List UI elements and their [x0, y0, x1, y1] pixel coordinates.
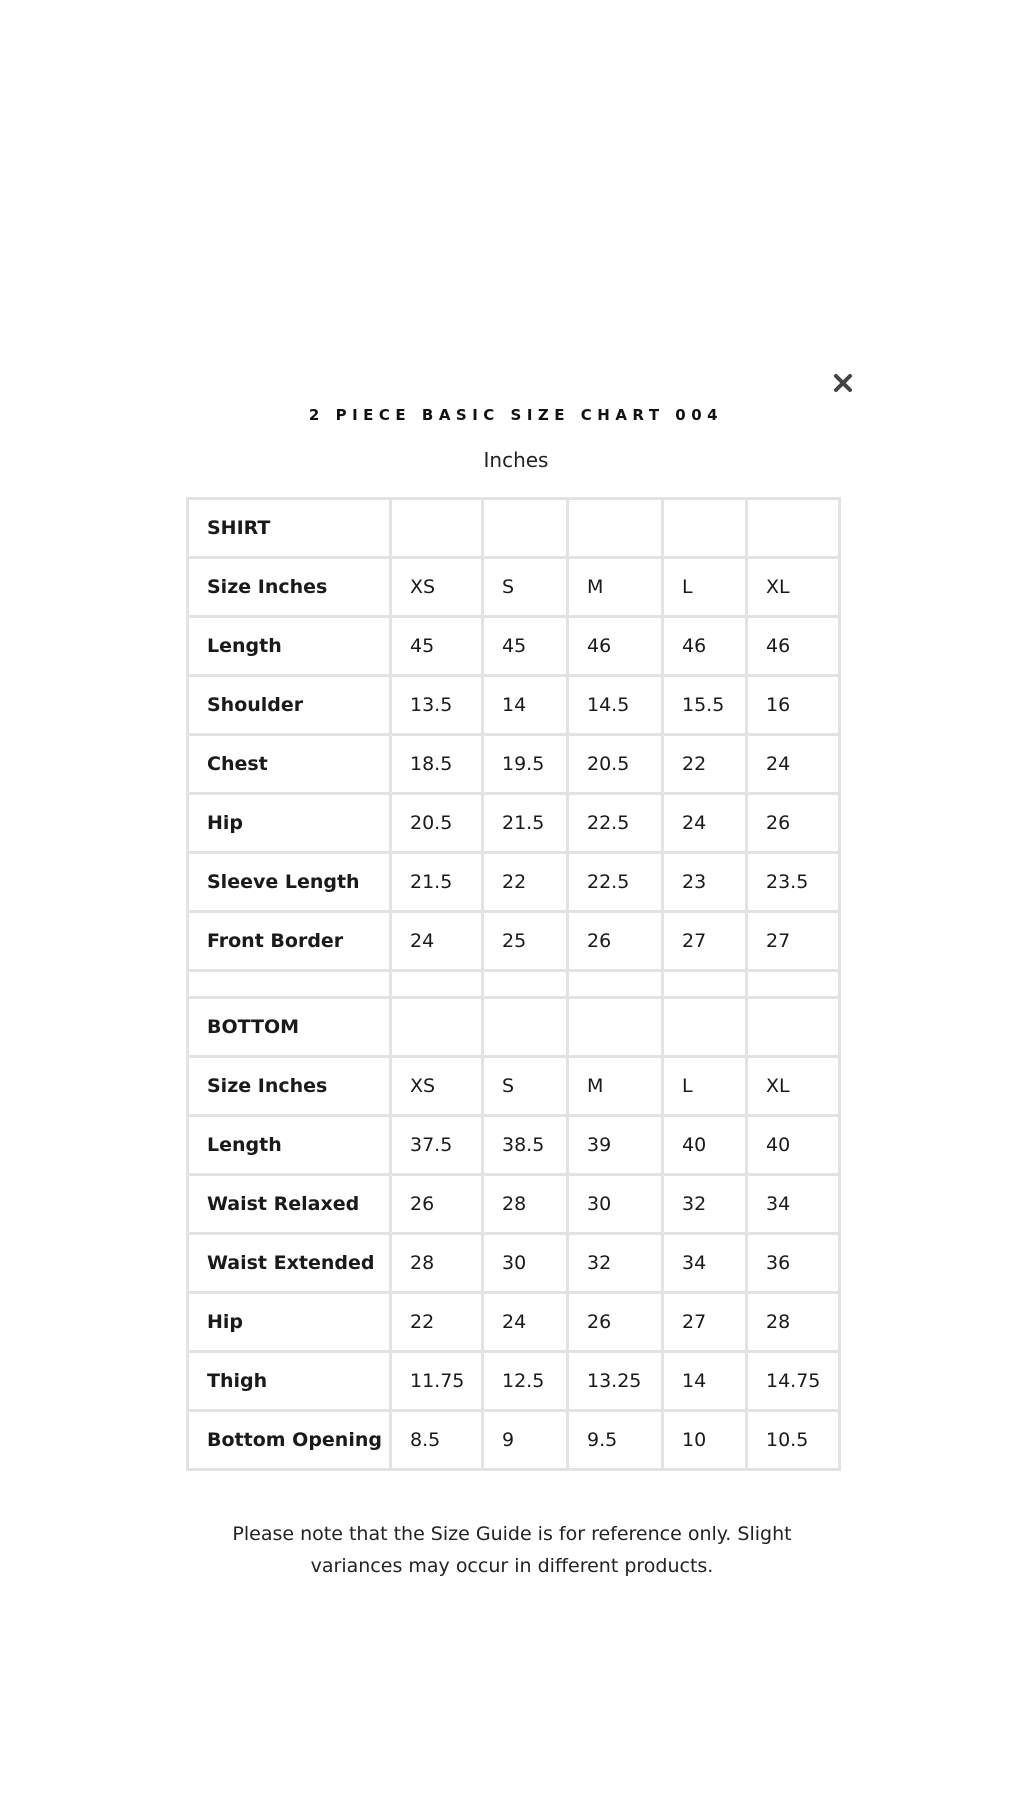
table-cell: 20.5	[391, 794, 483, 853]
table-cell: 46	[747, 617, 840, 676]
table-cell	[747, 499, 840, 558]
size-table	[186, 497, 841, 1471]
row-label: Bottom Opening	[188, 1411, 391, 1470]
table-cell: 20.5	[568, 735, 663, 794]
table-cell: 15.5	[663, 676, 747, 735]
section-header-row	[188, 499, 840, 558]
table-cell	[391, 971, 483, 998]
table-cell: 28	[391, 1234, 483, 1293]
table-cell: XL	[747, 558, 840, 617]
table-cell: 32	[663, 1175, 747, 1234]
table-cell	[391, 499, 483, 558]
row-label: Size Inches	[188, 558, 391, 617]
table-cell: 27	[747, 912, 840, 971]
row-label: Waist Relaxed	[188, 1175, 391, 1234]
table-cell: L	[663, 1057, 747, 1116]
table-row	[188, 1293, 840, 1352]
row-label: Hip	[188, 1293, 391, 1352]
table-row	[188, 853, 840, 912]
table-cell: 22	[391, 1293, 483, 1352]
table-cell: 22.5	[568, 794, 663, 853]
table-cell: 22	[483, 853, 568, 912]
table-cell: 13.5	[391, 676, 483, 735]
table-cell: 45	[483, 617, 568, 676]
section-header-row	[188, 998, 840, 1057]
table-cell: 22	[663, 735, 747, 794]
row-label: Length	[188, 617, 391, 676]
table-cell: 21.5	[391, 853, 483, 912]
table-cell: 24	[663, 794, 747, 853]
table-cell: 37.5	[391, 1116, 483, 1175]
table-row	[188, 1411, 840, 1470]
section-title: SHIRT	[188, 499, 391, 558]
table-cell	[663, 998, 747, 1057]
table-cell	[391, 998, 483, 1057]
table-cell: 9.5	[568, 1411, 663, 1470]
table-cell: 28	[747, 1293, 840, 1352]
table-cell: 34	[663, 1234, 747, 1293]
table-cell: 9	[483, 1411, 568, 1470]
table-cell	[568, 998, 663, 1057]
table-cell: 10.5	[747, 1411, 840, 1470]
size-table-wrapper	[186, 497, 841, 1471]
table-cell: 10	[663, 1411, 747, 1470]
table-cell: 26	[747, 794, 840, 853]
table-row	[188, 1234, 840, 1293]
table-row	[188, 617, 840, 676]
row-label: Waist Extended	[188, 1234, 391, 1293]
table-cell	[483, 998, 568, 1057]
table-cell: 18.5	[391, 735, 483, 794]
table-cell	[568, 499, 663, 558]
table-cell: 24	[747, 735, 840, 794]
table-row	[188, 1057, 840, 1116]
table-cell: 12.5	[483, 1352, 568, 1411]
table-cell: 22.5	[568, 853, 663, 912]
table-cell: 8.5	[391, 1411, 483, 1470]
row-label: Thigh	[188, 1352, 391, 1411]
table-cell: 21.5	[483, 794, 568, 853]
table-row	[188, 558, 840, 617]
table-cell: 45	[391, 617, 483, 676]
table-cell	[747, 971, 840, 998]
table-cell: L	[663, 558, 747, 617]
table-cell: 27	[663, 912, 747, 971]
table-row	[188, 912, 840, 971]
size-guide-note: Please note that the Size Guide is for reference only. Slight variances may occur in different products.	[232, 1523, 792, 1577]
table-cell: 27	[663, 1293, 747, 1352]
table-cell: S	[483, 1057, 568, 1116]
row-label: Size Inches	[188, 1057, 391, 1116]
table-cell: 13.25	[568, 1352, 663, 1411]
table-row	[188, 676, 840, 735]
table-cell	[747, 998, 840, 1057]
table-cell	[483, 499, 568, 558]
spacer-row	[188, 971, 840, 998]
table-row	[188, 794, 840, 853]
table-cell: 14.5	[568, 676, 663, 735]
unit-label: Inches	[483, 448, 549, 472]
modal-title: 2 PIECE BASIC SIZE CHART 004	[308, 406, 724, 424]
table-cell: 14.75	[747, 1352, 840, 1411]
table-cell: S	[483, 558, 568, 617]
table-cell: 14	[663, 1352, 747, 1411]
table-row	[188, 1116, 840, 1175]
table-cell: 38.5	[483, 1116, 568, 1175]
table-cell: 24	[483, 1293, 568, 1352]
row-label: Chest	[188, 735, 391, 794]
size-chart-modal	[164, 360, 868, 1622]
row-label: Front Border	[188, 912, 391, 971]
table-cell: 40	[663, 1116, 747, 1175]
table-cell: 25	[483, 912, 568, 971]
table-row	[188, 1175, 840, 1234]
table-cell: 19.5	[483, 735, 568, 794]
table-cell	[663, 971, 747, 998]
section-title: BOTTOM	[188, 998, 391, 1057]
table-cell: XL	[747, 1057, 840, 1116]
table-cell: 23.5	[747, 853, 840, 912]
table-cell: 23	[663, 853, 747, 912]
row-label: Shoulder	[188, 676, 391, 735]
table-cell: 30	[483, 1234, 568, 1293]
row-label: Hip	[188, 794, 391, 853]
row-label: Sleeve Length	[188, 853, 391, 912]
table-cell: 11.75	[391, 1352, 483, 1411]
table-cell: 26	[568, 912, 663, 971]
table-cell: 24	[391, 912, 483, 971]
table-cell: M	[568, 1057, 663, 1116]
table-cell: 46	[663, 617, 747, 676]
row-label	[188, 971, 391, 998]
table-cell: 46	[568, 617, 663, 676]
table-row	[188, 735, 840, 794]
table-cell: 26	[568, 1293, 663, 1352]
table-row	[188, 1352, 840, 1411]
table-cell: 36	[747, 1234, 840, 1293]
table-cell: XS	[391, 558, 483, 617]
table-cell	[483, 971, 568, 998]
table-cell: 16	[747, 676, 840, 735]
table-cell	[663, 499, 747, 558]
table-cell: M	[568, 558, 663, 617]
table-cell: 14	[483, 676, 568, 735]
table-cell: 26	[391, 1175, 483, 1234]
table-cell: 34	[747, 1175, 840, 1234]
table-cell: 39	[568, 1116, 663, 1175]
row-label: Length	[188, 1116, 391, 1175]
table-cell: 40	[747, 1116, 840, 1175]
table-cell: XS	[391, 1057, 483, 1116]
size-table-body	[188, 499, 840, 1470]
table-cell: 30	[568, 1175, 663, 1234]
table-cell: 32	[568, 1234, 663, 1293]
table-cell: 28	[483, 1175, 568, 1234]
close-button[interactable]	[830, 370, 856, 396]
table-cell	[568, 971, 663, 998]
close-icon	[833, 373, 853, 393]
